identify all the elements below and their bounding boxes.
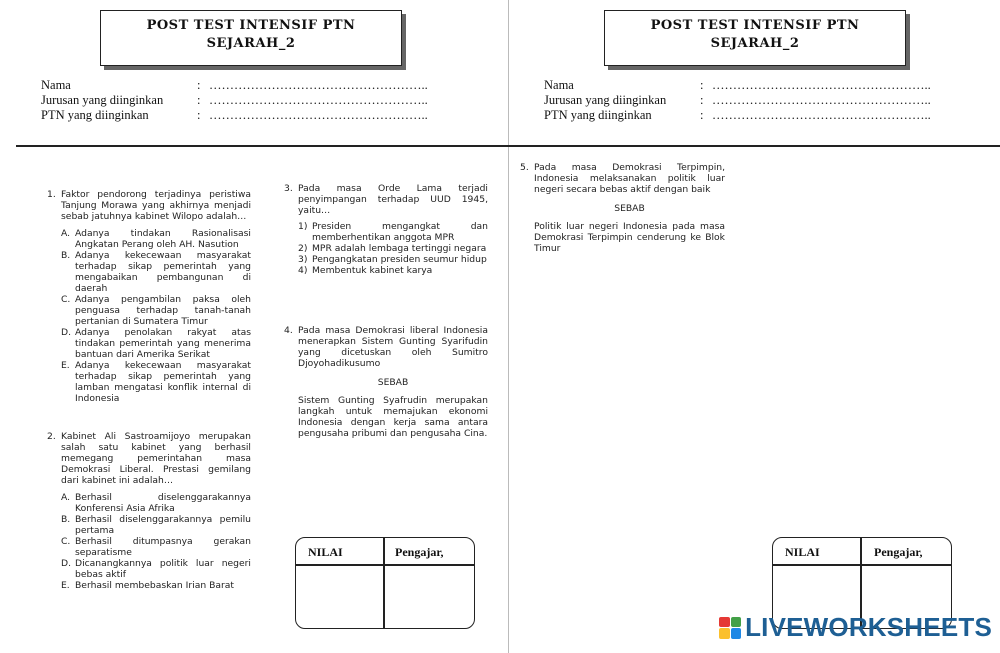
option-3[interactable]: [298, 254, 488, 265]
page-divider: [508, 0, 509, 653]
option-letter: B.: [61, 250, 71, 261]
option-a[interactable]: [61, 228, 251, 250]
option-c[interactable]: [61, 536, 251, 558]
field-ptn-left: [41, 108, 428, 123]
header-subtitle: SEJARAH_2: [710, 36, 800, 51]
field-label: PTN yang diinginkan: [544, 108, 652, 122]
nilai-label: NILAI: [308, 545, 343, 559]
pengajar-label: Pengajar,: [395, 545, 444, 559]
question-stem: Kabinet Ali Sastroamijoyo merupakan salah satu kabinet yang berhasil memegang pemerintahan masa Demokrasi Liberal. Prestasi gemilang dari kabinet ini adalah…: [61, 431, 251, 486]
field-label: Jurusan yang diinginkan: [544, 93, 667, 107]
option-text: Berhasil membebaskan Irian Barat: [75, 580, 235, 591]
question-5: [520, 162, 725, 254]
question-1: [47, 189, 251, 404]
grade-divider-h: [296, 564, 474, 566]
option-text: Adanya pengambilan paksa oleh penguasa terhadap tanah-tanah pertanian di Sumatera Timur: [75, 294, 251, 327]
header-title: POST TEST INTENSIF PTN: [146, 18, 356, 33]
logo-tile: [731, 628, 742, 639]
header-box-right: [604, 10, 906, 66]
option-letter: E.: [61, 360, 70, 371]
field-dots[interactable]: ……………………………………………..: [712, 93, 931, 107]
field-label: PTN yang diinginkan: [41, 108, 149, 122]
header-subtitle: SEJARAH_2: [206, 36, 296, 51]
option-letter: D.: [61, 558, 71, 569]
liveworksheets-brand[interactable]: [719, 612, 992, 643]
question-4: [284, 325, 488, 439]
logo-tile: [731, 617, 742, 628]
pengajar-label: Pengajar,: [874, 545, 923, 559]
question-number: 1.: [47, 189, 56, 200]
option-letter: 4): [298, 265, 308, 276]
option-text: Adanya kekecewaan masyarakat terhadap sikap pemerintah yang mengabaikan pembangunan di daerah: [75, 250, 251, 294]
option-d[interactable]: [61, 327, 251, 360]
options-list: [61, 492, 251, 591]
field-label: Jurusan yang diinginkan: [41, 93, 164, 107]
question-stem: Faktor pendorong terjadinya peristiwa Tanjung Morawa yang akhirnya menjadi sebab jatuhnya kabinet Wilopo adalah…: [61, 189, 251, 222]
option-letter: E.: [61, 580, 70, 591]
field-dots[interactable]: ……………………………………………..: [712, 78, 931, 92]
question-2: [47, 431, 251, 591]
grade-box-left: [295, 537, 475, 629]
option-letter: D.: [61, 327, 71, 338]
header-box-left: [100, 10, 402, 66]
option-1[interactable]: [298, 221, 488, 243]
field-colon: :: [700, 93, 704, 107]
option-e[interactable]: [61, 580, 251, 591]
option-a[interactable]: [61, 492, 251, 514]
sebab-label: SEBAB: [377, 377, 409, 388]
option-b[interactable]: [61, 250, 251, 294]
field-colon: :: [700, 78, 704, 92]
question-number: 2.: [47, 431, 56, 442]
field-colon: :: [197, 78, 201, 92]
field-label: Nama: [544, 78, 574, 92]
option-d[interactable]: [61, 558, 251, 580]
option-letter: 3): [298, 254, 308, 265]
header-rule-right: [508, 145, 1000, 147]
field-dots[interactable]: ……………………………………………..: [209, 93, 428, 107]
question-number: 4.: [284, 325, 293, 336]
option-c[interactable]: [61, 294, 251, 327]
option-letter: A.: [61, 228, 71, 239]
field-dots[interactable]: ……………………………………………..: [209, 108, 428, 122]
option-text: Berhasil diselenggarakannya Konferensi Asia Afrika: [75, 492, 251, 514]
option-4[interactable]: [298, 265, 488, 276]
field-ptn-right: [544, 108, 931, 123]
option-2[interactable]: [298, 243, 488, 254]
question-number: 5.: [520, 162, 529, 173]
option-letter: C.: [61, 294, 71, 305]
header-rule-left: [16, 145, 508, 147]
options-list: [298, 221, 488, 276]
field-jurusan-right: [544, 93, 931, 108]
brand-text: LIVEWORKSHEETS: [745, 612, 992, 642]
question-3: [284, 183, 488, 276]
logo-tile: [719, 617, 730, 628]
header-title: POST TEST INTENSIF PTN: [650, 18, 860, 33]
option-text: Pengangkatan presiden seumur hidup: [312, 254, 487, 265]
option-b[interactable]: [61, 514, 251, 536]
field-nama-left: [41, 78, 428, 93]
question-number: 3.: [284, 183, 293, 194]
question-stem: Pada masa Orde Lama terjadi penyimpangan terhadap UUD 1945, yaitu…: [298, 183, 488, 216]
options-list: [61, 228, 251, 404]
field-colon: :: [197, 93, 201, 107]
option-text: Berhasil ditumpasnya gerakan separatisme: [75, 536, 251, 558]
option-text: Presiden mengangkat dan memberhentikan anggota MPR: [312, 221, 488, 243]
field-nama-right: [544, 78, 931, 93]
grade-divider-v: [383, 538, 385, 628]
reason-text: Politik luar negeri Indonesia pada masa Demokrasi Terpimpin cenderung ke Blok Timur: [534, 221, 725, 254]
nilai-label: NILAI: [785, 545, 820, 559]
question-stem: Pada masa Demokrasi liberal Indonesia menerapkan Sistem Gunting Syarifudin yang dicetuskan oleh Sumitro Djoyohadikusumo: [298, 325, 488, 369]
option-text: Berhasil diselenggarakannya pemilu pertama: [75, 514, 251, 536]
option-e[interactable]: [61, 360, 251, 404]
option-letter: B.: [61, 514, 71, 525]
question-stem: Pada masa Demokrasi Terpimpin, Indonesia melaksanakan politik luar negeri secara bebas aktif dengan baik: [534, 162, 725, 195]
option-text: Adanya tindakan Rasionalisasi Angkatan Perang oleh AH. Nasution: [75, 228, 251, 250]
field-colon: :: [700, 108, 704, 122]
option-letter: A.: [61, 492, 71, 503]
logo-tile: [719, 628, 730, 639]
liveworksheets-logo-icon: [719, 617, 741, 639]
reason-text: Sistem Gunting Syafrudin merupakan langkah untuk memajukan ekonomi Indonesia dengan kerja sama antara pengusaha pribumi dan pengusaha Cina.: [298, 395, 488, 439]
field-colon: :: [197, 108, 201, 122]
option-text: MPR adalah lembaga tertinggi negara: [312, 243, 487, 254]
option-letter: 1): [298, 221, 308, 232]
field-dots[interactable]: ……………………………………………..: [209, 78, 428, 92]
option-text: Adanya kekecewaan masyarakat terhadap sikap pemerintah yang lamban mengatasi konflik internal di Indonesia: [75, 360, 251, 404]
sebab-label: SEBAB: [614, 203, 645, 214]
option-letter: C.: [61, 536, 71, 547]
option-text: Adanya penolakan rakyat atas tindakan pemerintah yang menerima bantuan dari Amerika Serikat: [75, 327, 251, 360]
option-text: Dicanangkannya politik luar negeri bebas aktif: [75, 558, 251, 580]
option-text: Membentuk kabinet karya: [312, 265, 433, 276]
option-letter: 2): [298, 243, 308, 254]
grade-divider-h: [773, 564, 951, 566]
field-dots[interactable]: ……………………………………………..: [712, 108, 931, 122]
field-jurusan-left: [41, 93, 428, 108]
field-label: Nama: [41, 78, 71, 92]
